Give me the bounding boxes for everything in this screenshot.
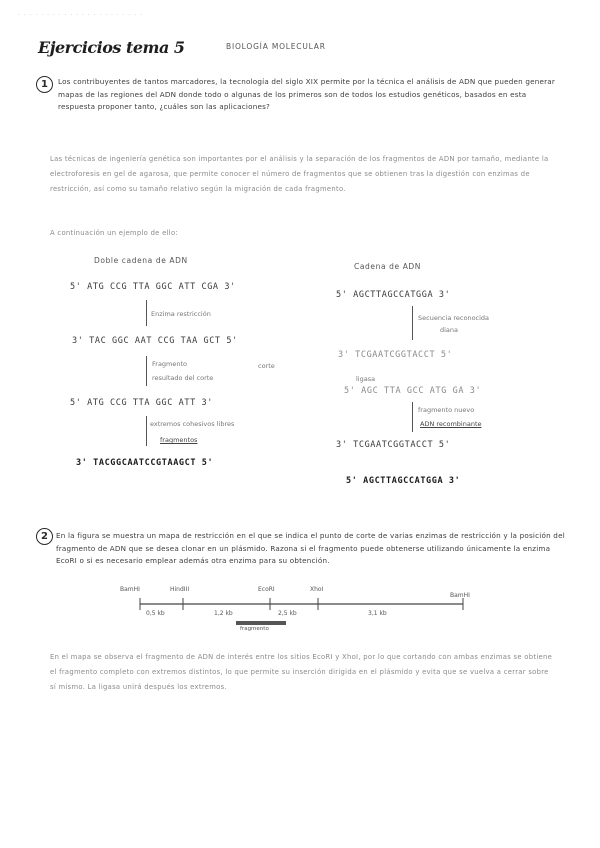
left-seq-3: 5' ATG CCG TTA GGC ATT 3' <box>70 398 213 408</box>
right-note-1a: Secuencia reconocida <box>418 314 490 322</box>
question-2-number: 2 <box>36 528 53 545</box>
left-bar-1 <box>146 300 147 326</box>
right-note-3a: fragmento nuevo <box>418 406 475 414</box>
right-seq-4: 3' TCGAATCGGTACCT 5' <box>336 440 451 450</box>
question-1-text: Los contribuyentes de tantos marcadores, la tecnología del siglo XIX permite por la técnica el análisis de ADN que pueden generar mapas de las regiones del ADN donde todo o algunas de los primeros son de todos los estudios genéticos, basados en esta respuesta proponer tanto, ¿cuáles son las aplicaciones? <box>58 77 556 111</box>
map-bottom-label-4: 3,1 kb <box>368 610 387 617</box>
question-1-number: 1 <box>36 76 53 93</box>
left-note-2a: Fragmento <box>152 360 188 368</box>
right-note-2: ligasa <box>356 375 376 383</box>
map-top-label-5: BamHI <box>450 592 470 599</box>
left-bar-3 <box>146 416 147 446</box>
right-note-3b: ADN recombinante <box>420 420 482 428</box>
left-seq-2: 3' TAC GGC AAT CCG TAA GCT 5' <box>72 336 238 346</box>
page-title: Ejercicios tema 5 <box>38 38 185 57</box>
question-1-answer-tail: A continuación un ejemplo de ello: <box>50 229 179 237</box>
question-2-answer: En el mapa se observa el fragmento de ADN de interés entre los sitios EcoRI y XhoI, por lo que cortando con ambas enzimas se obtiene el fragmento completo con extremos distintos, lo que permite su inserción dirigida en el plásmido y evita que se vuelva a cerrar sobre sí mismo. La ligasa unirá después los extremos. <box>50 653 553 691</box>
left-note-2c: resultado del corte <box>152 374 214 382</box>
map-top-label-1: BamHI <box>120 586 140 593</box>
right-seq-2: 3' TCGAATCGGTACCT 5' <box>338 350 453 360</box>
left-seq-1: 5' ATG CCG TTA GGC ATT CGA 3' <box>70 282 236 292</box>
left-seq-4: 3' TACGGCAATCCGTAAGCT 5' <box>76 458 214 468</box>
left-note-3a: extremos cohesivos libres <box>150 420 235 428</box>
right-note-1b: diana <box>440 326 459 334</box>
map-gene-label: fragmento <box>240 626 269 632</box>
right-column-title: Cadena de ADN <box>354 262 422 271</box>
restriction-map <box>118 588 498 642</box>
map-top-label-2: HindIII <box>170 586 190 593</box>
left-bar-2 <box>146 356 147 386</box>
header-dots: · · · · · · · · · · · · · · · · · · · · · · <box>18 12 144 19</box>
right-bar-1 <box>412 306 413 340</box>
map-top-label-3: EcoRI <box>258 586 275 593</box>
left-column-title: Doble cadena de ADN <box>94 256 188 265</box>
right-seq-1: 5' AGCTTAGCCATGGA 3' <box>336 290 451 300</box>
map-bottom-label-2: 1,2 kb <box>214 610 233 617</box>
map-gene-bar <box>236 621 286 625</box>
map-bottom-label-3: 2,5 kb <box>278 610 297 617</box>
left-note-2b: corte <box>258 362 275 370</box>
page-subtitle: BIOLOGÍA MOLECULAR <box>226 42 326 51</box>
right-seq-3: 5' AGC TTA GCC ATG GA 3' <box>344 386 482 396</box>
question-1-answer: Las técnicas de ingeniería genética son importantes por el análisis y la separación de los fragmentos de ADN por tamaño, mediante la electroforesis en gel de agarosa, que permite conocer el número de fragmentos que se obtienen tras la digestión con enzimas de restricción, así como su tamaño relativo según la migración de cada fragmento. <box>50 155 549 193</box>
left-note-1: Enzima restricción <box>151 310 211 318</box>
question-2-text: En la figura se muestra un mapa de restricción en el que se indica el punto de corte de varias enzimas de restricción y la posición del fragmento de ADN que se desea clonar en un plásmido. Razona si el fragmento puede obtenerse utilizando únicamente la enzima EcoRI o si es necesario emplear además otra enzima para su obtención. <box>56 531 565 565</box>
map-bottom-label-1: 0,5 kb <box>146 610 165 617</box>
restriction-map-svg <box>118 588 498 638</box>
right-bar-2 <box>412 402 413 432</box>
map-top-label-4: XhoI <box>310 586 324 593</box>
right-seq-5: 5' AGCTTAGCCATGGA 3' <box>346 476 461 486</box>
left-note-3b: fragmentos <box>160 436 198 444</box>
